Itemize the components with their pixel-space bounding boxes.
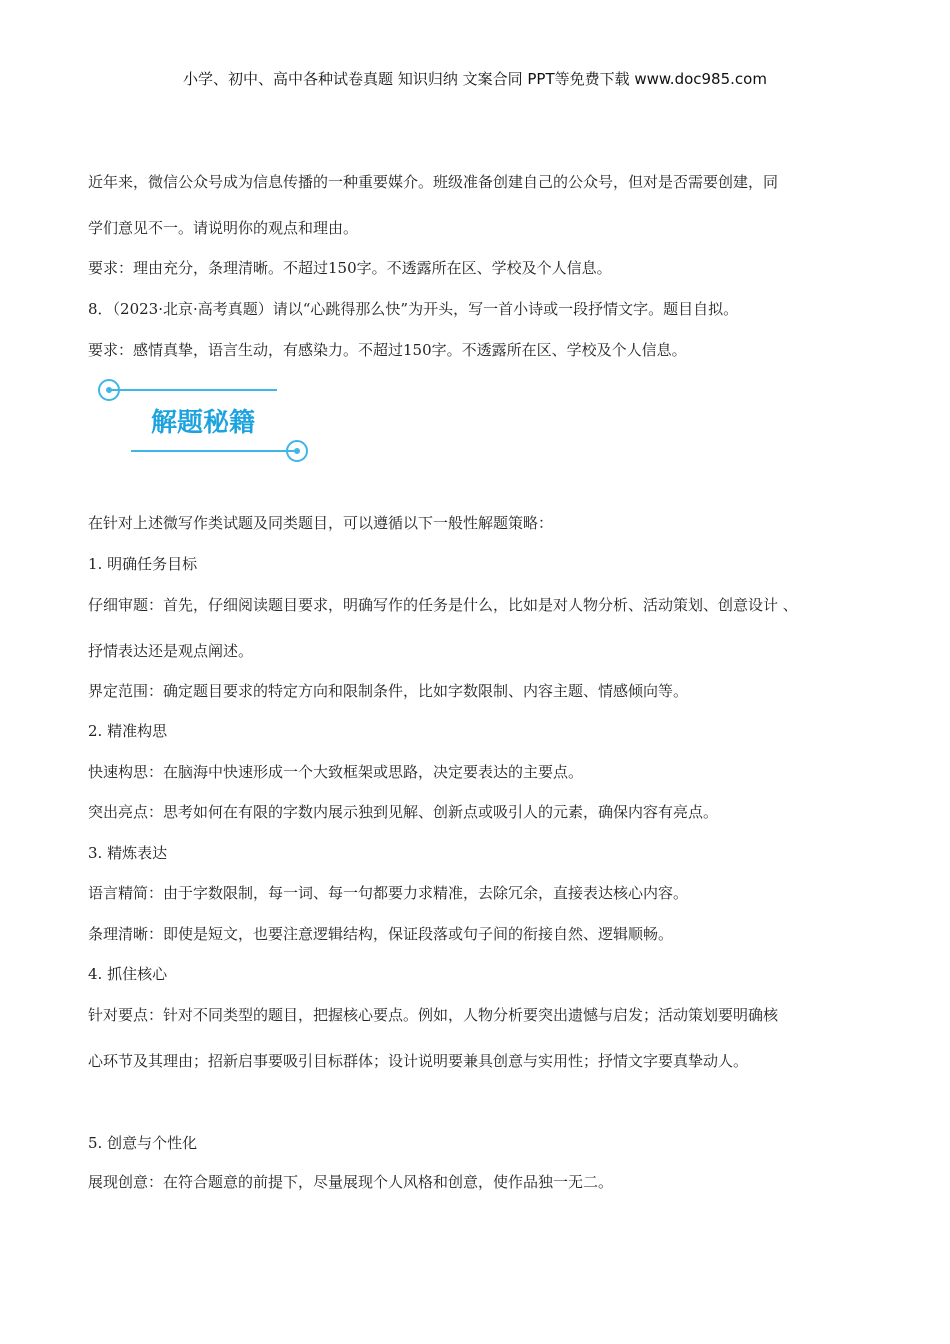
text-line: 展现创意：在符合题意的前提下，尽量展现个人风格和创意，使作品独一无二。 [88, 1173, 614, 1191]
text-line: 2. 精准构思 [88, 722, 168, 740]
text-line: 4. 抓住核心 [88, 965, 168, 983]
text-line: 条理清晰：即使是短文，也要注意逻辑结构，保证段落或句子间的衔接自然、逻辑顺畅。 [88, 925, 674, 943]
text-line: 针对要点：针对不同类型的题目，把握核心要点。例如，人物分析要突出遗憾与启发；活动策划要明确核 [88, 1006, 779, 1024]
text-line: 要求：理由充分，条理清晰。不超过150字。不透露所在区、学校及个人信息。 [88, 259, 612, 277]
text-line: 学们意见不一。请说明你的观点和理由。 [88, 219, 359, 237]
text-line: 在针对上述微写作类试题及同类题目，可以遵循以下一般性解题策略： [88, 514, 554, 532]
text-line: 1. 明确任务目标 [88, 555, 198, 573]
text-line: 8．（2023·北京·高考真题）请以“心跳得那么快”为开头，写一首小诗或一段抒情文字。题目自拟。 [88, 300, 739, 318]
text-line: 快速构思：在脑海中快速形成一个大致框架或思路，决定要表达的主要点。 [88, 763, 584, 781]
text-line: 近年来，微信公众号成为信息传播的一种重要媒介。班级准备创建自己的公众号，但对是否需要创建，同 [88, 173, 779, 191]
text-line: 突出亮点：思考如何在有限的字数内展示独到见解、创新点或吸引人的元素，确保内容有亮点。 [88, 803, 719, 821]
text-line: 语言精简：由于字数限制，每一词、每一句都要力求精准，去除冗余，直接表达核心内容。 [88, 884, 689, 902]
text-line: 要求：感情真挚，语言生动，有感染力。不超过150字。不透露所在区、学校及个人信息。 [88, 341, 687, 359]
text-line: 抒情表达还是观点阐述。 [88, 642, 254, 660]
text-line: 仔细审题：首先，仔细阅读题目要求，明确写作的任务是什么，比如是对人物分析、活动策划、创意设计 、 [88, 596, 798, 614]
text-line: 界定范围：确定题目要求的特定方向和限制条件，比如字数限制、内容主题、情感倾向等。 [88, 682, 689, 700]
text-line: 心环节及其理由；招新启事要吸引目标群体；设计说明要兼具创意与实用性；抒情文字要真挚动人。 [88, 1052, 749, 1070]
text-line: 3. 精炼表达 [88, 844, 168, 862]
page-header: 小学、初中、高中各种试卷真题 知识归纳 文案合同 PPT等免费下载 www.doc985.com [183, 70, 767, 88]
section-title: 解题秘籍 [150, 408, 256, 438]
section-banner [95, 376, 320, 468]
text-line: 5. 创意与个性化 [88, 1134, 198, 1152]
